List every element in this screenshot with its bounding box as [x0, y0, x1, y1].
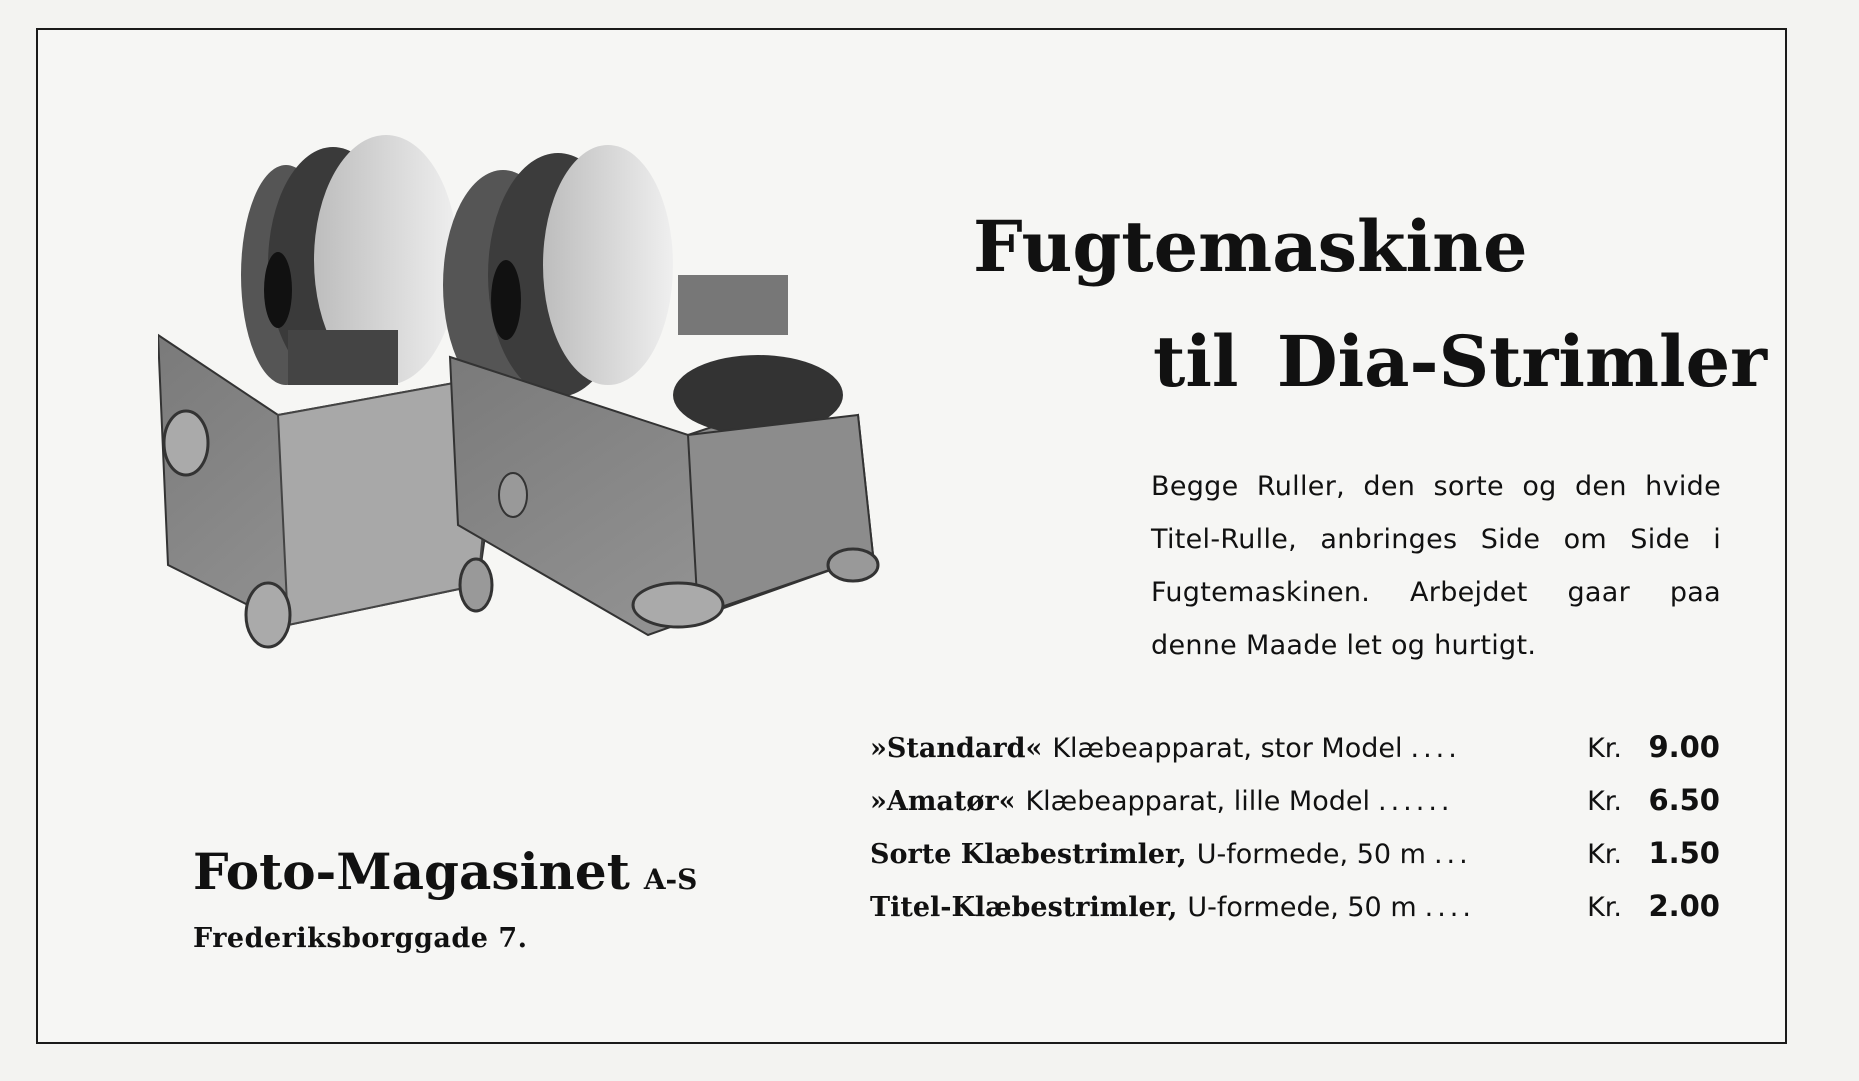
price-leader-dots: ....	[1424, 892, 1475, 923]
price-leader-dots: ......	[1377, 786, 1454, 817]
price-currency: Kr.	[1587, 733, 1622, 764]
price-item-name: »Standard«	[870, 733, 1043, 764]
price-currency: Kr.	[1587, 892, 1622, 923]
price-amount: 2.00	[1648, 889, 1720, 923]
price-amount: 1.50	[1648, 836, 1720, 870]
company-suffix: A-S	[643, 863, 698, 896]
price-currency: Kr.	[1587, 839, 1622, 870]
large-machine	[443, 145, 878, 635]
price-row-titel	[870, 889, 1720, 942]
price-amount: 6.50	[1648, 783, 1720, 817]
company-address: Frederiksborggade 7.	[193, 923, 528, 954]
price-leader-dots: ....	[1410, 733, 1461, 764]
price-leader-dots: ...	[1433, 839, 1472, 870]
heading-line-1: Fugtemaskine	[973, 205, 1528, 288]
company-name-text: Foto-Magasinet	[193, 842, 630, 901]
small-machine	[158, 135, 498, 647]
price-list	[870, 730, 1720, 942]
price-item-desc: U-formede, 50 m	[1187, 892, 1417, 923]
price-item-desc: U-formede, 50 m	[1196, 839, 1426, 870]
price-item-name: Titel-Klæbestrimler,	[870, 892, 1178, 923]
heading-line-2: til Dia-Strimler	[1153, 320, 1768, 403]
price-item-name: Sorte Klæbestrimler,	[870, 839, 1187, 870]
price-item-desc: Klæbeapparat, stor Model	[1052, 733, 1403, 764]
price-item-desc: Klæbeapparat, lille Model	[1025, 786, 1370, 817]
price-amount: 9.00	[1648, 730, 1720, 764]
advertisement-frame	[36, 28, 1787, 1044]
price-currency: Kr.	[1587, 786, 1622, 817]
company-name	[193, 842, 697, 901]
price-row-amator	[870, 783, 1720, 836]
product-description: Begge Ruller, den sorte og den hvide Titel-Rulle, anbringes Side om Side i Fugtemaskinen. Arbejdet gaar paa denne Maade let og hurtigt.	[1151, 471, 1721, 661]
moistening-machine-photo	[158, 125, 958, 665]
price-item-name: »Amatør«	[870, 786, 1016, 817]
price-row-standard	[870, 730, 1720, 783]
price-row-sorte	[870, 836, 1720, 889]
